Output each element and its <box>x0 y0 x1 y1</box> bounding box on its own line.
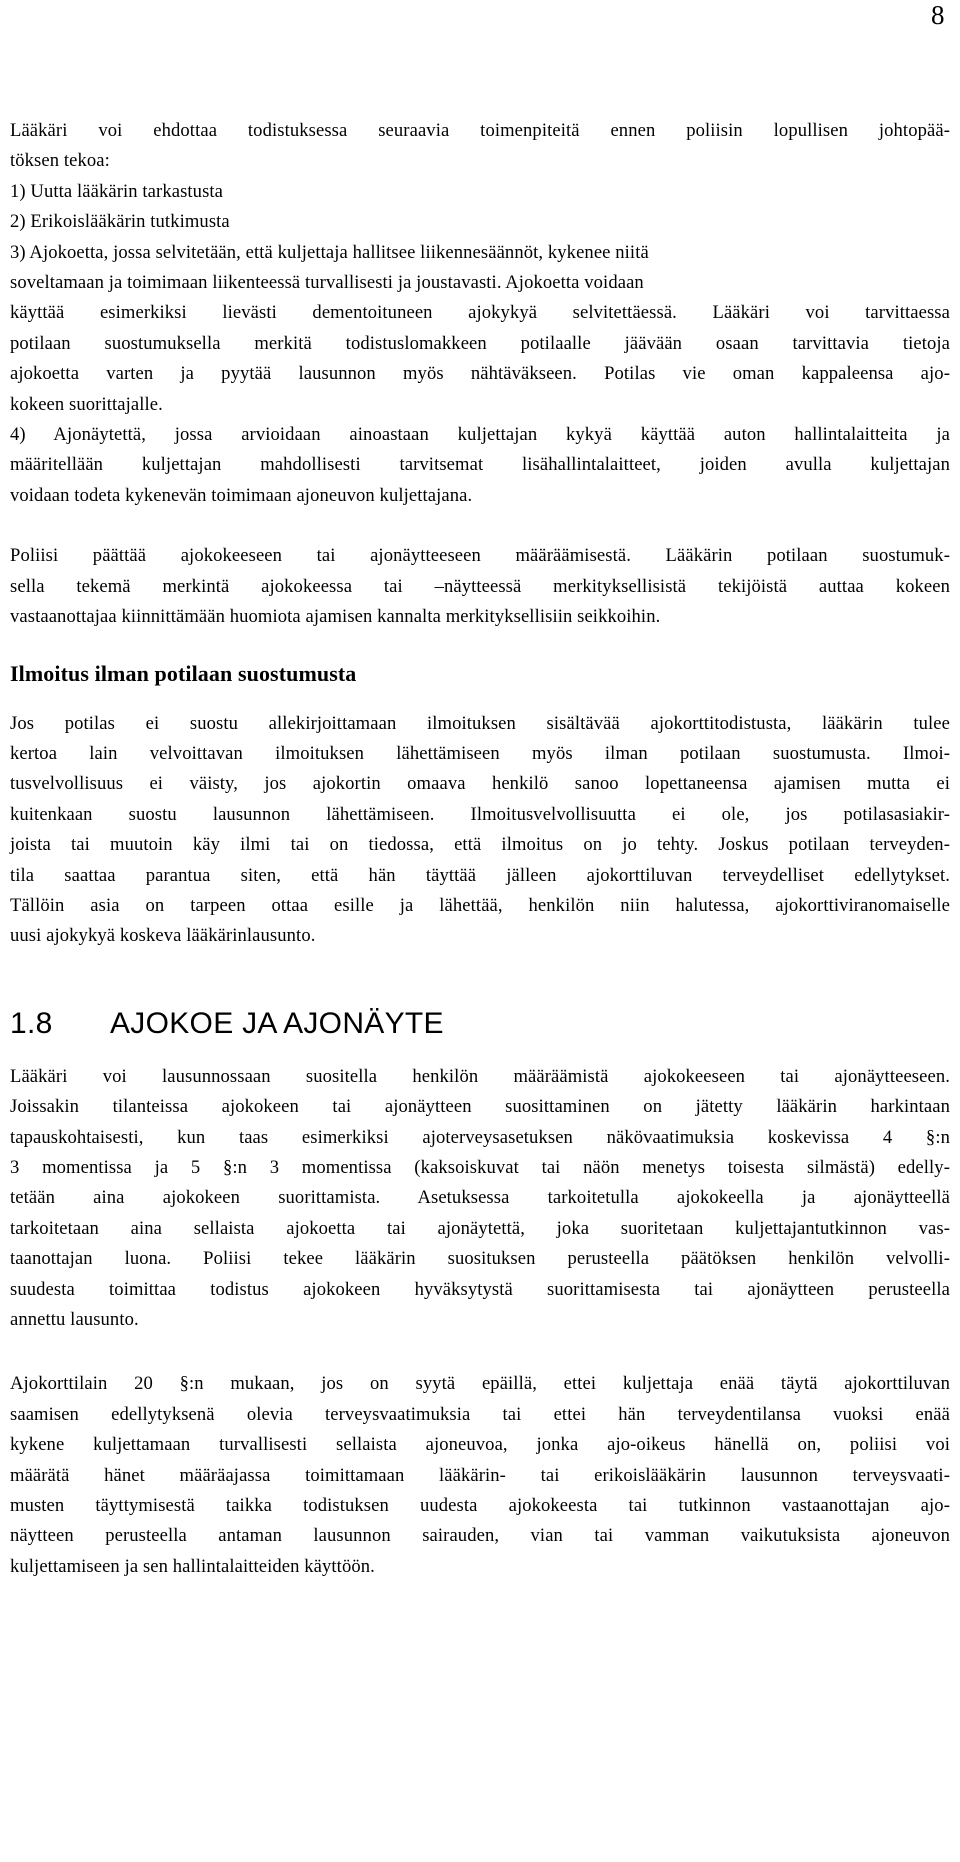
text-line: näytteen perusteella antaman lausunnon sairauden, vian tai vamman vaikutuksista ajoneuvon <box>10 1525 950 1547</box>
section-number: 1.8 <box>10 1006 53 1040</box>
text-line: määrätä hänet määräajassa toimittamaan lääkärin- tai erikoislääkärin lausunnon terveysvaati- <box>10 1464 950 1486</box>
text-line: tarkoitetaan aina sellaista ajokoetta tai ajonäytettä, joka suoritetaan kuljettajantutkinnon vas- <box>10 1217 950 1239</box>
text-line: tetään aina ajokokeen suorittamista. Asetuksessa tarkoitetulla ajokokeella ja ajonäytteellä <box>10 1187 950 1209</box>
list-item-2: 2) Erikoislääkärin tutkimusta <box>10 211 230 233</box>
text-line: vastaanottajaa kiinnittämään huomiota ajamisen kannalta merkityksellisiin seikkoihin. <box>10 606 661 628</box>
section-title: AJOKOE JA AJONÄYTE <box>110 1006 444 1040</box>
page-number: 8 <box>931 0 945 30</box>
text-line: Lääkäri voi lausunnossaan suositella henkilön määräämistä ajokokeeseen tai ajonäytteeseen. <box>10 1065 950 1087</box>
paragraph-driving-licence-act <box>10 1369 950 1582</box>
list-item-1: 1) Uutta lääkärin tarkastusta <box>10 180 224 202</box>
text-line: töksen tekoa: <box>10 150 110 172</box>
text-line: Ajokorttilain 20 §:n mukaan, jos on syytä epäillä, ettei kuljettaja enää täytä ajokorttiluvan <box>10 1373 950 1395</box>
text-line: Tällöin asia on tarpeen ottaa esille ja lähettää, henkilön niin halutessa, ajokorttiviranomaiselle <box>10 894 950 916</box>
text-line: ajokoetta varten ja pyytää lausunnon myös nähtäväkseen. Potilas vie oman kappaleensa ajo- <box>10 363 950 385</box>
document-body <box>10 116 950 1582</box>
text-line: suudesta toimittaa todistus ajokokeen hyväksytystä suorittamisesta tai ajonäytteen perusteella <box>10 1278 950 1300</box>
text-line: käyttää esimerkiksi lievästi dementoituneen ajokykyä selvitettäessä. Lääkäri voi tarvittaessa <box>10 302 950 324</box>
text-line: kuljettamiseen ja sen hallintalaitteiden käyttöön. <box>10 1555 375 1577</box>
text-line: kuitenkaan suostu lausunnon lähettämiseen. Ilmoitusvelvollisuutta ei ole, jos potilasasiakir- <box>10 803 950 825</box>
text-line: joista tai muutoin käy ilmi tai on tiedossa, että ilmoitus on jo tehty. Joskus potilaan terveyden- <box>10 834 950 856</box>
text-line: Joissakin tilanteissa ajokokeen tai ajonäytteen suosittaminen on jätetty lääkärin harkintaan <box>10 1096 950 1118</box>
text-line: annettu lausunto. <box>10 1309 139 1330</box>
text-line: musten täyttymisestä taikka todistuksen uudesta ajokokeesta tai tutkinnon vastaanottajan ajo- <box>10 1495 950 1517</box>
text-line: soveltamaan ja toimimaan liikenteessä turvallisesti ja joustavasti. Ajokoetta voidaan <box>10 272 644 294</box>
text-line: tusvelvollisuus ei väisty, jos ajokortin omaava henkilö sanoo lopettaneensa ajamisen mutta ei <box>10 773 950 795</box>
list-item-4: 4) Ajonäytettä, jossa arvioidaan ainoastaan kuljettajan kykyä käyttää auton hallintalaitteita ja <box>10 424 950 446</box>
text-line: potilaan suostumuksella merkitä todistuslomakkeen potilaalle jäävään osaan tarvittavia tietoja <box>10 332 950 354</box>
text-line: Poliisi päättää ajokokeeseen tai ajonäytteeseen määräämisestä. Lääkärin potilaan suostumuk- <box>10 545 950 567</box>
text-line: kertoa lain velvoittavan ilmoituksen lähettämiseen myös ilman potilaan suostumusta. Ilmoi- <box>10 742 950 764</box>
text-line: kykene kuljettamaan turvallisesti sellaista ajoneuvoa, jonka ajo-oikeus hänellä on, poliisi voi <box>10 1434 950 1456</box>
text-line: tapauskohtaisesti, kun taas esimerkiksi ajoterveysasetuksen näkövaatimuksia koskevissa 4 §:n <box>10 1126 950 1148</box>
section-heading <box>10 1004 950 1044</box>
text-line: kokeen suorittajalle. <box>10 393 163 415</box>
text-line: uusi ajokykyä koskeva lääkärinlausunto. <box>10 925 316 947</box>
text-line: voidaan todeta kykenevän toimimaan ajoneuvon kuljettajana. <box>10 484 473 506</box>
text-line: Lääkäri voi ehdottaa todistuksessa seuraavia toimenpiteitä ennen poliisin lopullisen johtopää- <box>10 120 950 141</box>
text-line: Jos potilas ei suostu allekirjoittamaan ilmoituksen sisältävää ajokorttitodistusta, lääkärin tulee <box>10 712 950 734</box>
text-line: sella tekemä merkintä ajokokeessa tai –näytteessä merkityksellisistä tekijöistä auttaa kokeen <box>10 575 950 597</box>
paragraph-driving-test-options <box>10 116 950 511</box>
text-line: taanottajan luona. Poliisi tekee lääkärin suosituksen perusteella päätöksen henkilön velvolli- <box>10 1248 950 1270</box>
text-line: 3 momentissa ja 5 §:n 3 momentissa (kaksoiskuvat tai näön menetys toisesta silmästä) edelly- <box>10 1156 950 1178</box>
text-line: tila saattaa parantua siten, että hän täyttää jälleen ajokorttiluvan terveydelliset edellytykset. <box>10 864 950 886</box>
list-item-3: 3) Ajokoetta, jossa selvitetään, että kuljettaja hallitsee liikennesäännöt, kykenee niitä <box>10 241 649 263</box>
paragraph-notification-without-consent <box>10 709 950 952</box>
paragraph-police-decision <box>10 541 950 632</box>
text-line: määritellään kuljettajan mahdollisesti tarvitsemat lisähallintalaitteet, joiden avulla kuljettajan <box>10 454 950 476</box>
subheading-notification-without-consent: Ilmoitus ilman potilaan suostumusta <box>10 660 357 686</box>
paragraph-driving-test-recommendation <box>10 1062 950 1336</box>
text-line: saamisen edellytyksenä olevia terveysvaatimuksia tai ettei hän terveydentilansa vuoksi enää <box>10 1403 950 1425</box>
